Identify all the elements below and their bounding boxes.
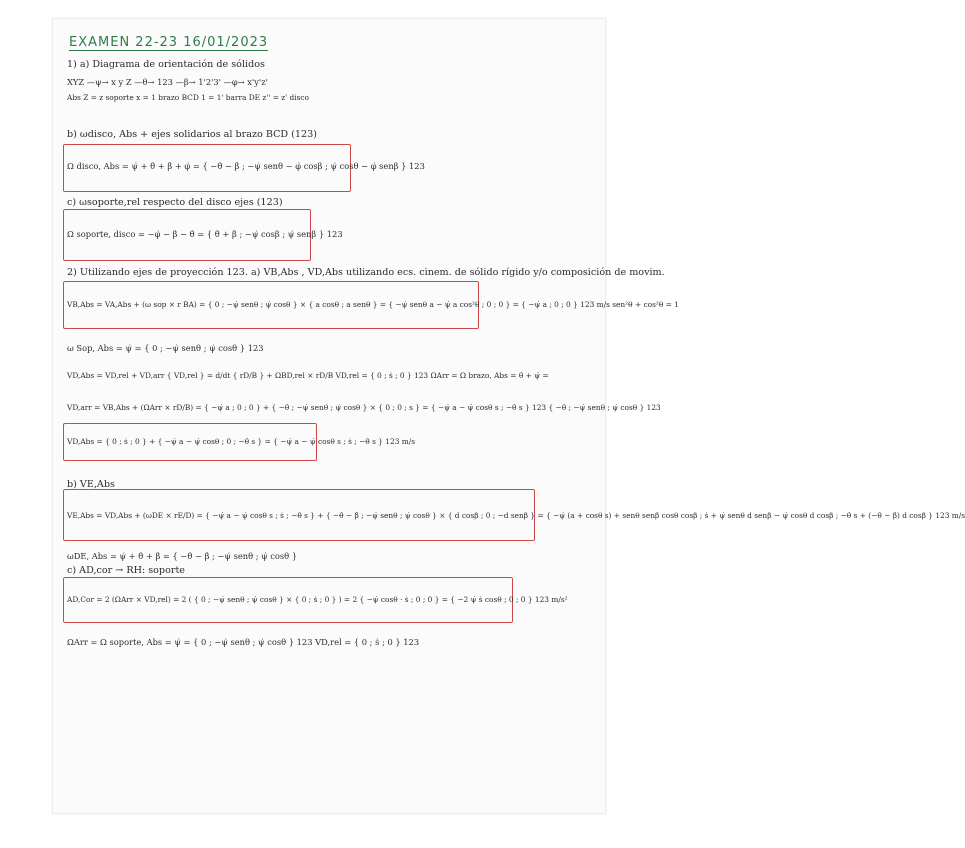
vb-equation: VB,Abs = VA,Abs + (ω sop × r BA) = { 0 ; −ψ̇ senθ ; ψ̇ cosθ } × { a cosθ ; a senθ } = { −ψ̇ senθ a − ψ̇ a cos²θ ; 0 ; 0 } = { −ψ̇ a ; 0 ; 0 } 123 m/s sen²θ + cos²θ = 1 — [67, 300, 679, 309]
omega-disco-equation: Ω disco, Abs = ψ̇ + θ̇ + β̇ + φ̇ = { −θ̇ − β̇ ; −ψ̇ senθ − φ̇ cosβ ; ψ̇ cosθ − φ̇ senβ } 123 — [67, 161, 425, 171]
page-title: EXAMEN 22-23 16/01/2023 — [69, 35, 269, 50]
omega-soporte-equation: Ω soporte, disco = −φ̇ − β̇ − θ̇ = { θ̇ + β̇ ; −ψ̇ cosβ ; ψ̇ senβ } 123 — [67, 229, 343, 239]
section-2c-heading: c) AD,cor → RH: soporte — [67, 565, 185, 576]
coriolis-equation: AD,Cor = 2 (ΩArr × VD,rel) = 2 ( { 0 ; −ψ̇ senθ ; ψ̇ cosθ } × { 0 ; ṡ ; 0 } ) = 2 { −ψ̇ cosθ · ṡ ; 0 ; 0 } = { −2 ψ̇ ṡ cosθ ; 0 ; 0 } 123 m/s² — [67, 595, 568, 604]
section-1c-heading: c) ωsoporte,rel respecto del disco ejes (123) — [67, 197, 283, 208]
section-1a-heading: 1) a) Diagrama de orientación de sólidos — [67, 59, 265, 70]
section-2a-heading: 2) Utilizando ejes de proyección 123. a) VB,Abs , VD,Abs utilizando ecs. cinem. de sólido rígido y/o composición de movim. — [67, 267, 665, 278]
exam-page — [52, 18, 965, 814]
vd-composition-equation: VD,Abs = VD,rel + VD,arr { VD,rel } = d/dt { rD/B } + ΩBD,rel × rD/B VD,rel = { 0 ; ṡ ; 0 } 123 ΩArr = Ω brazo, Abs = θ̇ + ψ̇ = — [67, 371, 549, 380]
vd-abs-equation: VD,Abs = { 0 ; ṡ ; 0 } + { −ψ̇ a − ψ̇ cosθ ; 0 ; −θ̇ s } = { −ψ̇ a − ψ̇ cosθ s ; ṡ ; −θ̇ s } 123 m/s — [67, 437, 416, 446]
orientation-diagram-labels: Abs Z = z soporte x = 1 brazo BCD 1 = 1' barra DE z'' = z' disco — [67, 93, 310, 102]
section-1b-heading: b) ωdisco, Abs + ejes solidarios al brazo BCD (123) — [67, 129, 317, 140]
vd-arr-equation: VD,arr = VB,Abs + (ΩArr × rD/B) = { −ψ̇ a ; 0 ; 0 } + { −θ̇ ; −ψ̇ senθ ; ψ̇ cosθ } × { 0 ; 0 ; s } = { −ψ̇ a − ψ̇ cosθ s ; −θ̇ s } 123 { −θ̇ ; −ψ̇ senθ ; ψ̇ cosθ } 123 — [67, 403, 661, 412]
omega-arr-equation: ΩArr = Ω soporte, Abs = ψ̇ = { 0 ; −ψ̇ senθ ; ψ̇ cosθ } 123 VD,rel = { 0 ; ṡ ; 0 } 123 — [67, 637, 420, 647]
section-2b-heading: b) VE,Abs — [67, 479, 115, 490]
omega-sop-equation: ω Sop, Abs = ψ̇ = { 0 ; −ψ̇ senθ ; ψ̇ cosθ } 123 — [67, 343, 264, 353]
orientation-diagram: XYZ —ψ→ x y Z —θ→ 123 —β→ 1'2'3' —φ→ x'y'z' — [67, 77, 268, 87]
omega-de-equation: ωDE, Abs = ψ̇ + θ̇ + β̇ = { −θ̇ − β̇ ; −ψ̇ senθ ; ψ̇ cosθ } — [67, 551, 298, 561]
ve-equation: VE,Abs = VD,Abs + (ωDE × rE/D) = { −ψ̇ a − ψ̇ cosθ s ; ṡ ; −θ̇ s } + { −θ̇ − β̇ ; −ψ̇ senθ ; ψ̇ cosθ } × { d cosβ ; 0 ; −d senβ } = { −ψ̇ (a + cosθ s) + senθ senβ cosθ cosβ ; ṡ + ψ̇ senθ d senβ − ψ̇ cosθ d cosβ ; −θ̇ s + (−θ̇ − β̇) d cosβ } 123 m/s — [67, 511, 965, 520]
